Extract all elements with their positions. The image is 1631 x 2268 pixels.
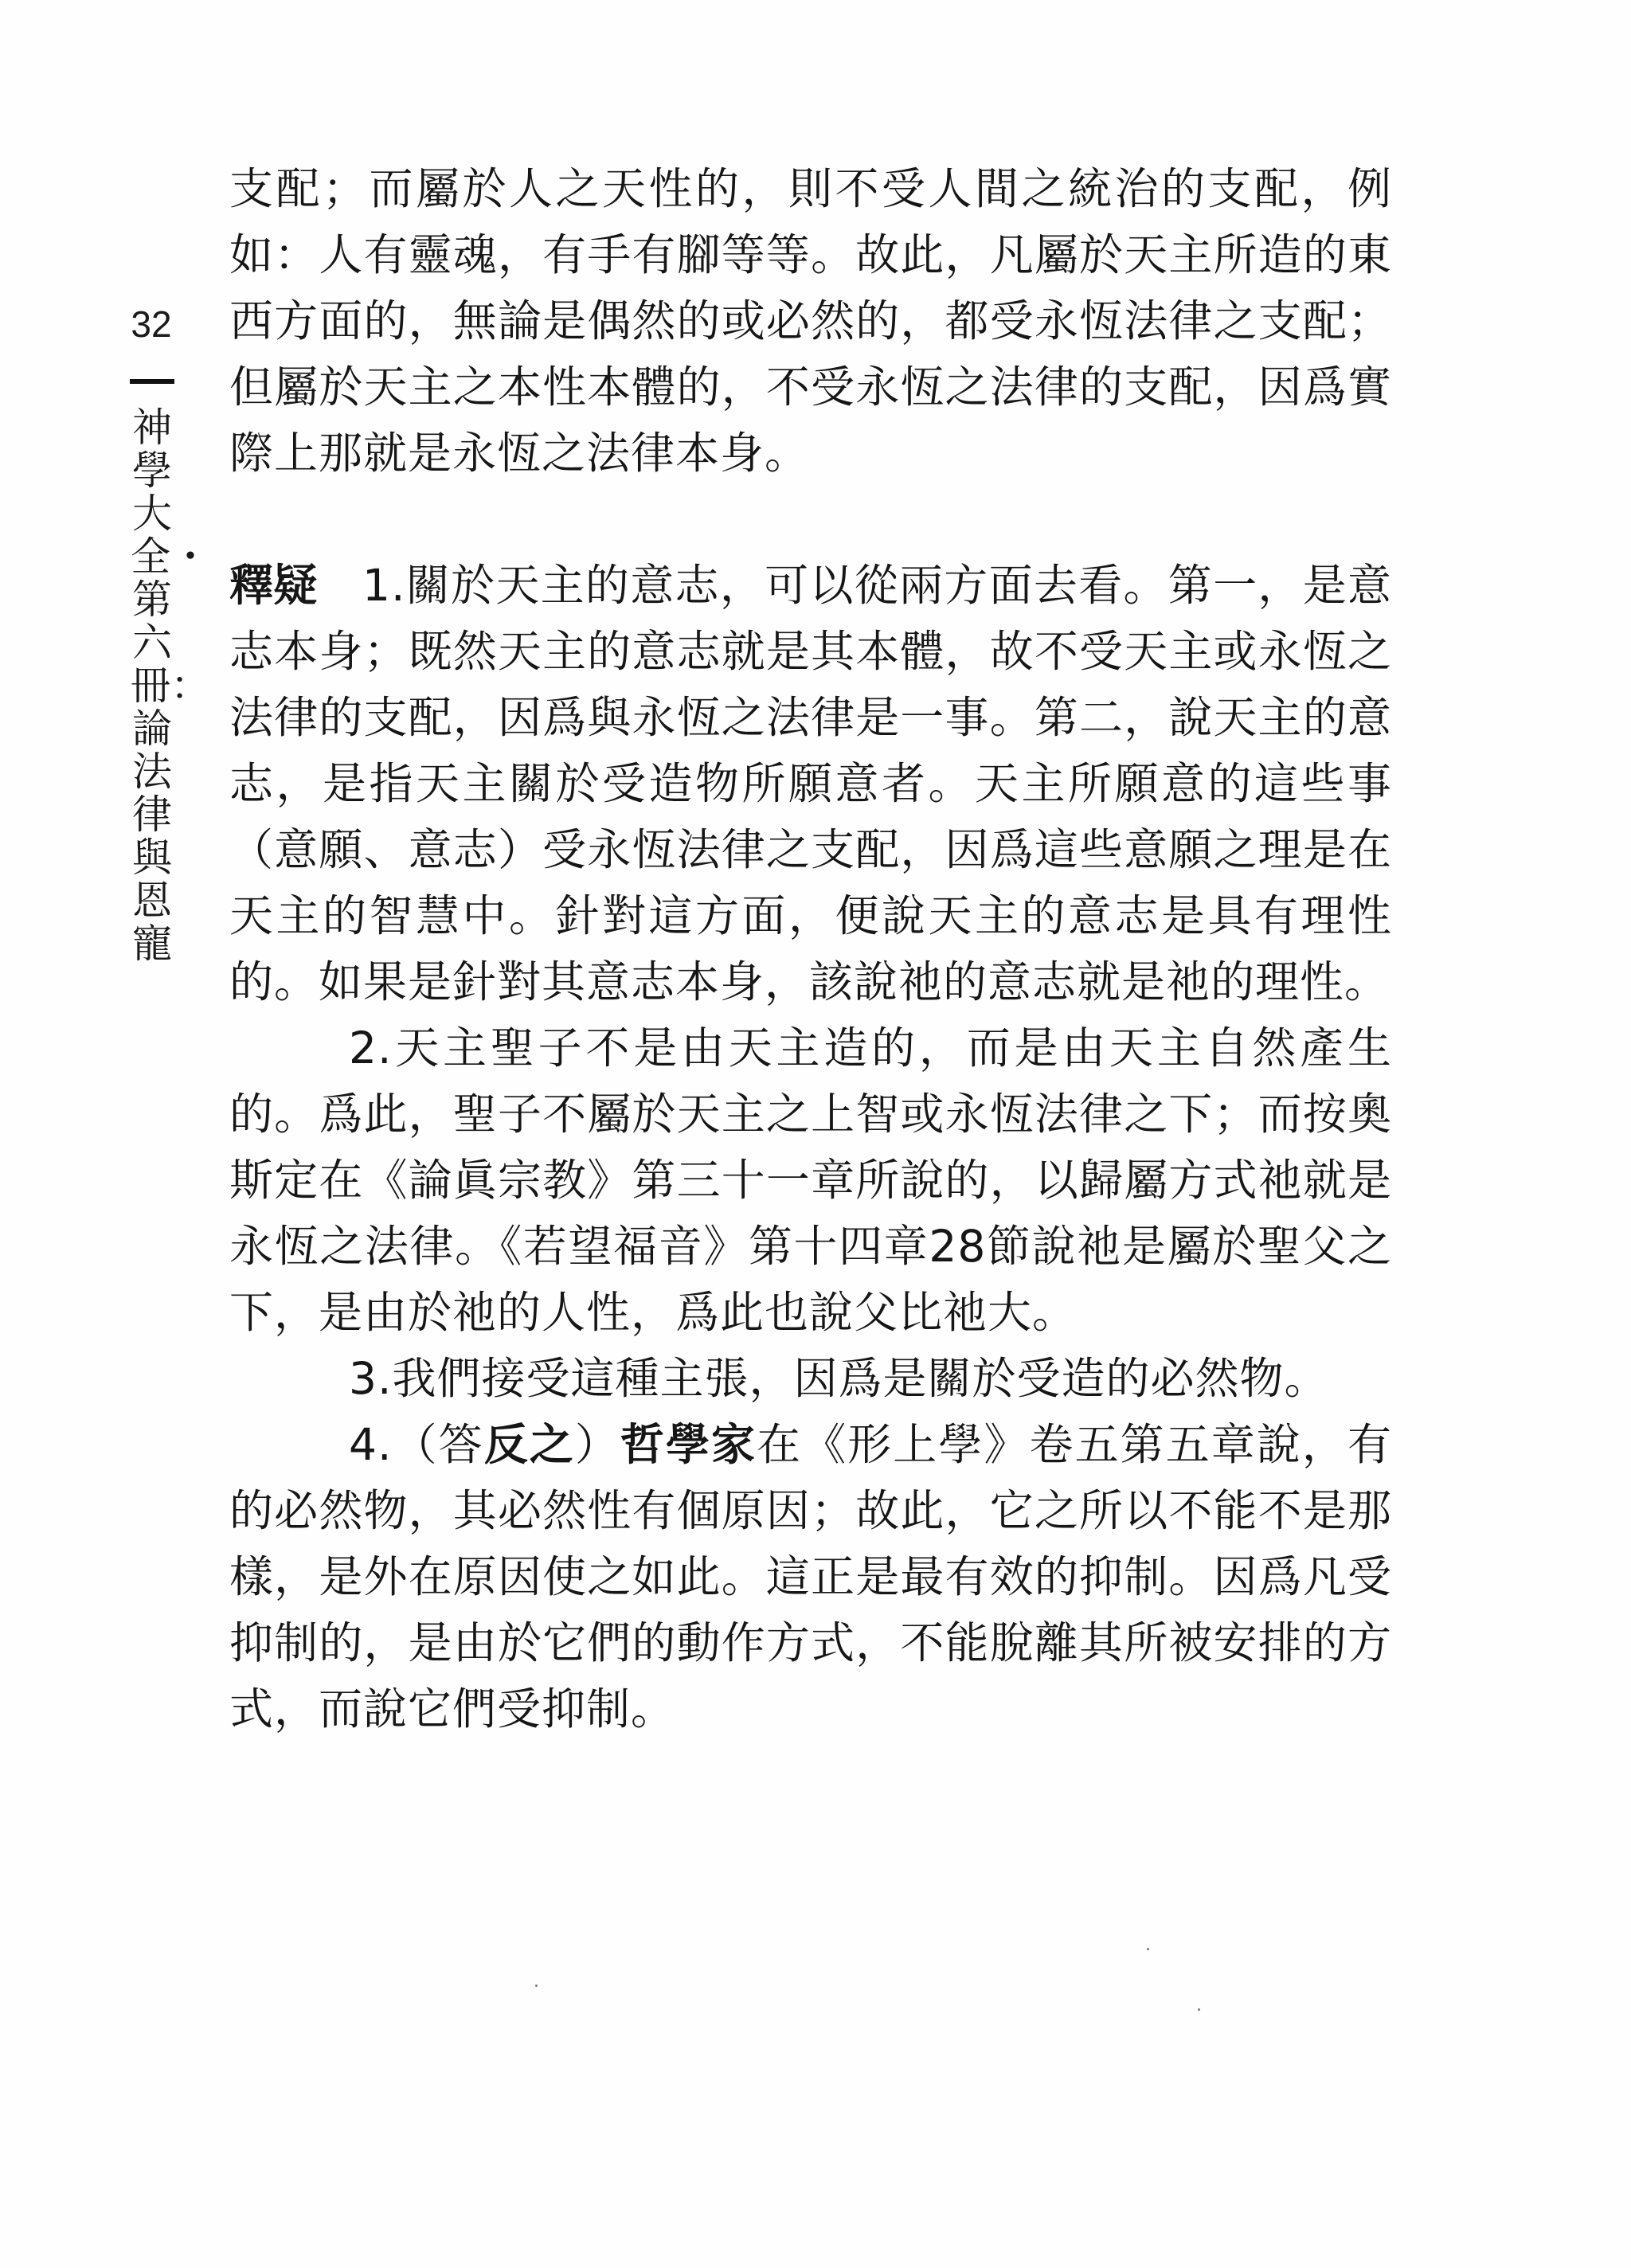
reply-3: 3.我們接受這種主張，因爲是關於受造的必然物。 [349, 1353, 1329, 1404]
paragraph-gap [229, 487, 1392, 553]
reply-label: 釋疑 [229, 560, 318, 611]
running-title: 神學大全・第六冊：論法律與恩寵 [131, 405, 210, 967]
scan-speck [1198, 2008, 1200, 2011]
reply-4-mid: ） [574, 1419, 620, 1470]
reply-4-bold-term: 反之 [483, 1419, 575, 1470]
scan-speck [1147, 1948, 1149, 1950]
scan-speck [535, 1984, 538, 1987]
reply-4 [229, 1412, 1392, 1742]
reply-1 [229, 553, 1392, 1015]
main-text [229, 156, 1392, 1742]
reply-4-rest: 在《形上學》卷五第五章說，有的必然物，其必然性有個原因；故此，它之所以不能不是那樣，是外在原因使之如此。這正是最有效的抑制。因爲凡受抑制的，是由於它們的動作方式，不能脫離其所被安排的方式，而說它們受抑制。 [229, 1419, 1392, 1734]
paragraph-continued: 支配；而屬於人之天性的，則不受人間之統治的支配，例如：人有靈魂，有手有腳等等。故此，凡屬於天主所造的東西方面的，無論是偶然的或必然的，都受永恆法律之支配；但屬於天主之本性本體的，不受永恆之法律的支配，因爲實際上那就是永恆之法律本身。 [229, 163, 1392, 479]
reply-4-prefix: 4.（答 [349, 1419, 484, 1470]
header-rule [130, 379, 174, 384]
page-number: 32 [131, 303, 172, 345]
reply-1-text: 1.關於天主的意志，可以從兩方面去看。第一，是意志本身；既然天主的意志就是其本體，故不受天主或永恆之法律的支配，因爲與永恆之法律是一事。第二，說天主的意志，是指天主關於受造物所願意者。天主所願意的這些事（意願、意志）受永恆法律之支配，因爲這些意願之理是在天主的智慧中。針對這方面，便說天主的意志是具有理性的。如果是針對其意志本身，該說祂的意志就是祂的理性。 [229, 560, 1392, 1007]
reply-2: 2.天主聖子不是由天主造的，而是由天主自然產生的。爲此，聖子不屬於天主之上智或永恆法律之下；而按奧斯定在《論眞宗教》第三十一章所說的，以歸屬方式祂就是永恆之法律。《若望福音》第十四章28節說祂是屬於聖父之下，是由於祂的人性，爲此也說父比祂大。 [229, 1023, 1392, 1338]
reply-4-bold-author: 哲學家 [620, 1419, 757, 1470]
